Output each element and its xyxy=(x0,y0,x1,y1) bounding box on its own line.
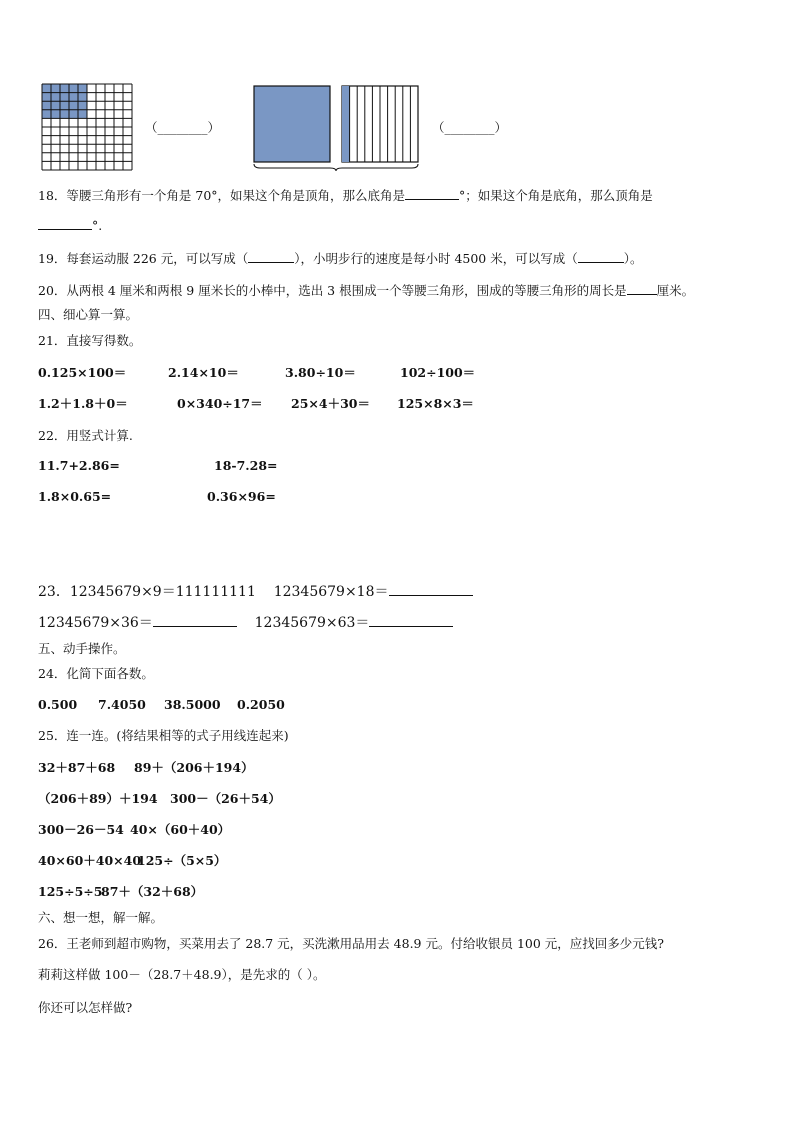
question-18-cont: °. xyxy=(38,217,102,234)
question-21-title: 21．直接写得数。 xyxy=(38,333,142,348)
number-item: 0.2050 xyxy=(237,697,285,712)
question-26-prompt: 你还可以怎样做? xyxy=(38,1000,133,1015)
shaded-strip xyxy=(342,86,350,162)
question-22-title: 22．用竖式计算. xyxy=(38,428,133,443)
vertical-calc-item: 1.8×0.65= xyxy=(38,489,112,504)
question-26-text: 26．王老师到超市购物，买菜用去了 28.7 元，买洗漱用品用去 48.9 元。付给收银员 100 元，应找回多少元钱? xyxy=(38,936,664,951)
answer-blank[interactable] xyxy=(248,250,294,263)
number-item: 7.4050 xyxy=(98,697,146,712)
calc-item: 25×4＋30＝ xyxy=(291,396,370,411)
answer-blank[interactable] xyxy=(627,282,657,295)
section-6-heading: 六、想一想，解一解。 xyxy=(38,910,164,925)
square-strips-figure xyxy=(250,84,422,172)
answer-blank[interactable] xyxy=(153,614,237,627)
match-right-item: 40×（60＋40） xyxy=(130,822,231,837)
question-23-line1: 23．12345679×9＝111111111 12345679×18＝ xyxy=(38,583,473,600)
question-20: 20．从两根 4 厘米和两根 9 厘米长的小棒中，选出 3 根围成一个等腰三角形，围成的等腰三角形的周长是 厘米。 xyxy=(38,283,695,298)
number-item: 38.5000 xyxy=(164,697,221,712)
full-square xyxy=(254,86,330,162)
calc-item: 0×340÷17＝ xyxy=(177,396,263,411)
question-23-line2: 12345679×36＝ 12345679×63＝ xyxy=(38,614,453,631)
match-left-item: 40×60＋40×40 xyxy=(38,853,142,868)
question-18: 18．等腰三角形有一个角是 70°，如果这个角是顶角，那么底角是 °；如果这个角是底角，那么顶角是 xyxy=(38,188,653,203)
grid-figure xyxy=(40,82,134,172)
section-4-heading: 四、细心算一算。 xyxy=(38,307,139,322)
answer-blank[interactable] xyxy=(38,217,92,230)
vertical-calc-item: 11.7+2.86= xyxy=(38,458,120,473)
match-right-item: 89＋（206＋194） xyxy=(134,760,254,775)
match-left-item: 300－26－54 xyxy=(38,822,124,837)
question-26-method: 莉莉这样做 100－（28.7＋48.9），是先求的（ ）。 xyxy=(38,967,326,982)
calc-item: 3.80÷10＝ xyxy=(285,365,356,380)
section-5-heading: 五、动手操作。 xyxy=(38,641,126,656)
answer-blank[interactable] xyxy=(405,187,459,200)
vertical-calc-item: 18-7.28= xyxy=(214,458,278,473)
match-right-item: 125÷（5×5） xyxy=(137,853,227,868)
number-item: 0.500 xyxy=(38,697,78,712)
answer-blank[interactable] xyxy=(578,250,624,263)
vertical-calc-item: 0.36×96= xyxy=(207,489,276,504)
question-24-title: 24．化简下面各数。 xyxy=(38,666,154,681)
blank-b: （________） xyxy=(432,120,508,135)
answer-blank[interactable] xyxy=(389,583,473,596)
calc-item: 102÷100＝ xyxy=(400,365,476,380)
calc-item: 2.14×10＝ xyxy=(168,365,239,380)
match-left-item: 125÷5÷5 xyxy=(38,884,103,899)
match-left-item: 32＋87＋68 xyxy=(38,760,116,775)
brace xyxy=(254,164,418,171)
blank-a: （________） xyxy=(145,120,221,135)
calc-item: 0.125×100＝ xyxy=(38,365,127,380)
match-left-item: （206＋89）＋194 xyxy=(38,791,158,806)
question-25-title: 25．连一连。(将结果相等的式子用线连起来) xyxy=(38,728,289,743)
question-19: 19．每套运动服 226 元，可以写成（ ），小明步行的速度是每小时 4500 米，可以写成（ ）。 xyxy=(38,251,643,266)
match-right-item: 87＋（32＋68） xyxy=(101,884,204,899)
answer-blank[interactable] xyxy=(369,614,453,627)
calc-item: 1.2＋1.8＋0＝ xyxy=(38,396,128,411)
match-right-item: 300－（26＋54） xyxy=(170,791,281,806)
calc-item: 125×8×3＝ xyxy=(397,396,474,411)
